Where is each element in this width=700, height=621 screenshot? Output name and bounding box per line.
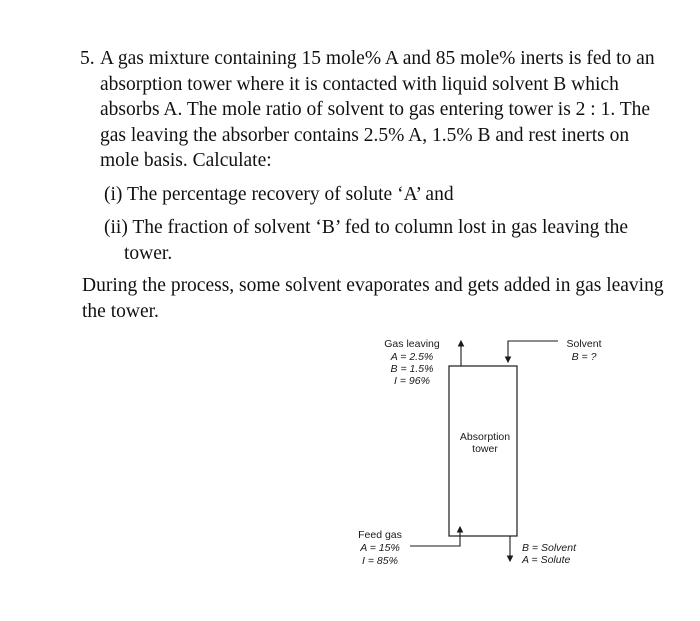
- part-i-label: (i): [104, 183, 123, 205]
- feed-gas-title: Feed gas: [358, 529, 402, 541]
- tower-label-line2: tower: [472, 443, 498, 455]
- feed-gas-i: I = 85%: [362, 555, 398, 567]
- part-ii-text: The fraction of solvent ‘B’ fed to column lost in gas leaving the tower.: [124, 217, 629, 264]
- problem-number: 5.: [80, 48, 95, 69]
- problem-statement-text: A gas mixture containing 15 mole% A and 85 mole% inerts is fed to an absorption tower where it is contacted with liquid solvent B which absorbs A. The mole ratio of solvent to gas entering tower is 2 : 1. The gas leaving the absorber contains 2.5% A, 1.5% B and rest inerts on mole basis. Calculate:: [100, 48, 655, 171]
- gas-leaving-i: I = 96%: [394, 375, 430, 387]
- solvent-title: Solvent: [566, 338, 602, 350]
- gas-leaving-title: Gas leaving: [384, 338, 440, 350]
- part-ii-label: (ii): [104, 217, 128, 238]
- part-i-text: The percentage recovery of solute ‘A’ and: [126, 183, 454, 205]
- process-note: During the process, some solvent evaporates and gets added in gas leaving the tower.: [82, 275, 664, 322]
- solvent-in-arrow: [508, 341, 558, 362]
- gas-leaving-a: A = 2.5%: [390, 351, 434, 363]
- gas-leaving-b: B = 1.5%: [390, 363, 434, 375]
- tower-label-line1: Absorption: [459, 431, 511, 443]
- liquid-out-b: B = Solvent: [522, 542, 576, 554]
- solvent-b: B = ?: [571, 351, 597, 363]
- liquid-out-a: A = Solute: [522, 554, 571, 566]
- feed-gas-a: A = 15%: [360, 542, 400, 554]
